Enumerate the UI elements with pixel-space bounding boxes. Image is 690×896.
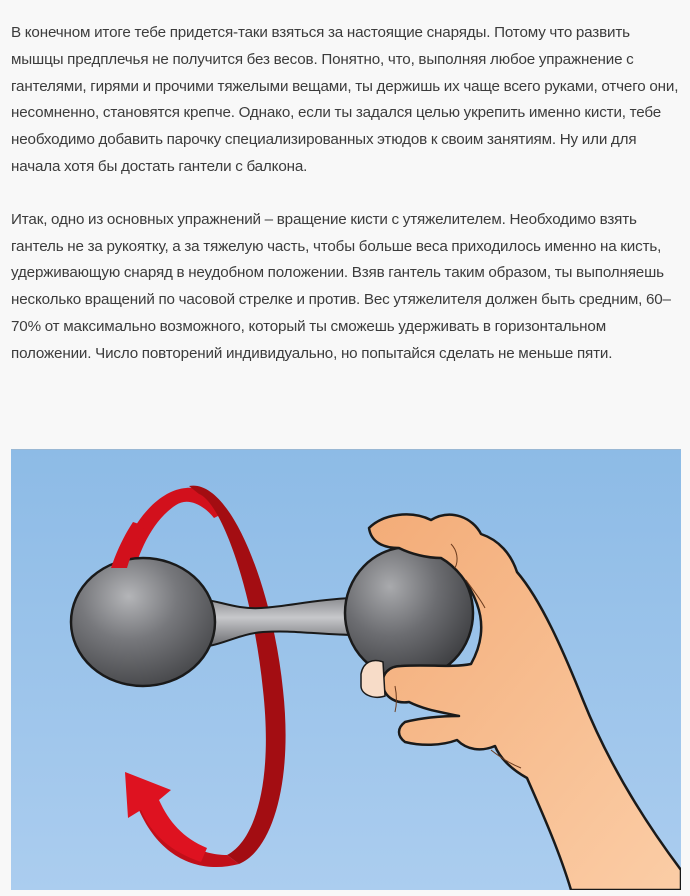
- paragraph-intro: В конечном итоге тебе придется-таки взяться за настоящие снаряды. Потому что развить мышцы предплечья не получится без весов. Понятно, что, выполняя любое упражнение с гантелями, гирями и прочими тяжелыми вещами, ты держишь их чаще всего руками, отчего они, несомненно, становятся крепче. Однако, если ты задался целью укрепить именно кисти, тебе необходимо добавить парочку специализированных этюдов к своим занятиям. Ну или для начала хотя бы достать гантели с балкона.: [11, 24, 679, 175]
- paragraph-exercise: Итак, одно из основных упражнений – вращение кисти с утяжелителем. Необходимо взять гантель не за рукоятку, а за тяжелую часть, чтобы больше веса приходилось именно на кисть, удерживающую снаряд в неудобном положении. Взяв гантель таким образом, ты выполняешь несколько вращений по часовой стрелке и против. Вес утяжелителя должен быть средним, 60–70% от максимально возможного, который ты сможешь удерживать в горизонтальном положении. Число повторений индивидуально, но попытайся сделать не меньше пяти.: [11, 210, 671, 362]
- article-body: [11, 20, 683, 368]
- dumbbell-wrist-rotation-illustration: [11, 449, 681, 890]
- illustration-svg: [11, 450, 681, 890]
- thumbnail-icon: [361, 661, 385, 698]
